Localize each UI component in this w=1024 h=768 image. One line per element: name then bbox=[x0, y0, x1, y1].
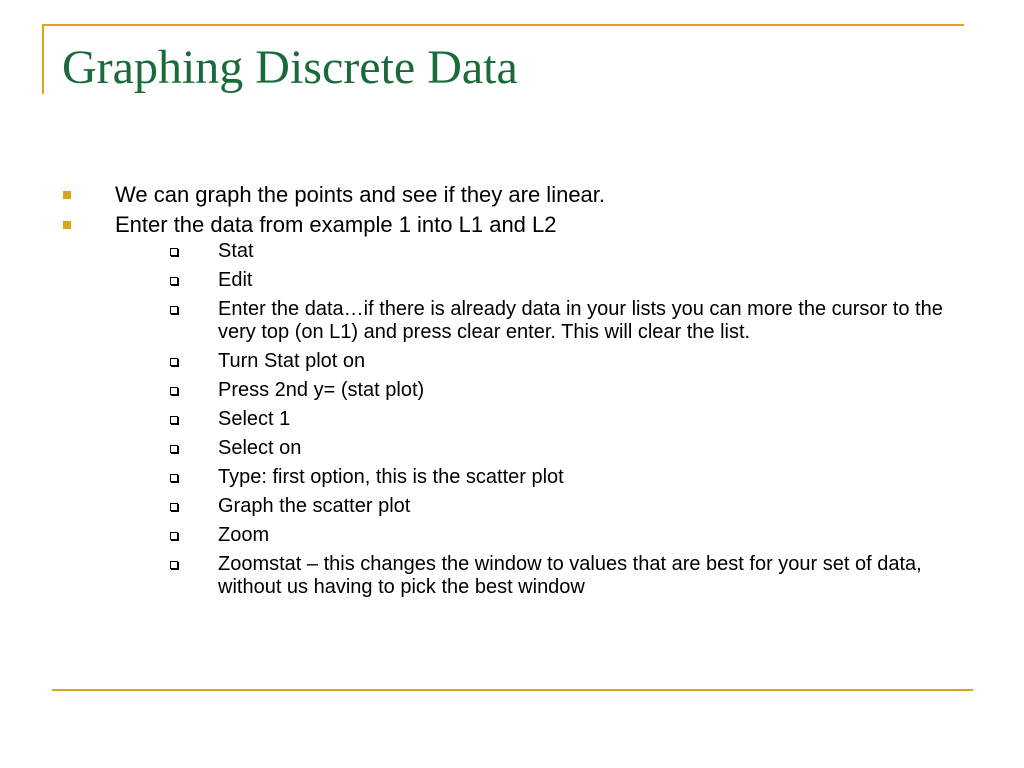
bullet-text: Enter the data from example 1 into L1 and L2 bbox=[115, 212, 557, 237]
hollow-square-bullet-icon bbox=[170, 358, 178, 366]
sub-bullet-item bbox=[115, 437, 970, 460]
slide-body bbox=[60, 180, 970, 605]
sub-bullet-text: Turn Stat plot on bbox=[218, 350, 366, 372]
bullet-item bbox=[60, 210, 970, 599]
sub-bullet-item bbox=[115, 524, 970, 547]
sub-bullet-list bbox=[115, 240, 970, 599]
sub-bullet-item bbox=[115, 350, 970, 373]
sub-bullet-text: Zoomstat – this changes the window to values that are best for your set of data, without us having to pick the best window bbox=[218, 553, 922, 598]
bullet-text: We can graph the points and see if they are linear. bbox=[115, 182, 606, 207]
square-bullet-icon bbox=[63, 191, 71, 199]
sub-bullet-text: Graph the scatter plot bbox=[218, 495, 411, 517]
sub-bullet-item bbox=[115, 553, 970, 599]
hollow-square-bullet-icon bbox=[170, 306, 178, 314]
sub-bullet-text: Select on bbox=[218, 437, 302, 459]
hollow-square-bullet-icon bbox=[170, 387, 178, 395]
bullet-item bbox=[60, 180, 970, 210]
hollow-square-bullet-icon bbox=[170, 248, 178, 256]
sub-bullet-text: Press 2nd y= (stat plot) bbox=[218, 379, 425, 401]
hollow-square-bullet-icon bbox=[170, 416, 178, 424]
hollow-square-bullet-icon bbox=[170, 474, 178, 482]
bottom-accent-rule bbox=[52, 689, 973, 691]
sub-bullet-item bbox=[115, 495, 970, 518]
sub-bullet-text: Type: first option, this is the scatter plot bbox=[218, 466, 564, 488]
square-bullet-icon bbox=[63, 221, 71, 229]
hollow-square-bullet-icon bbox=[170, 561, 178, 569]
bullet-list bbox=[60, 180, 970, 599]
hollow-square-bullet-icon bbox=[170, 277, 178, 285]
sub-bullet-item bbox=[115, 379, 970, 402]
hollow-square-bullet-icon bbox=[170, 503, 178, 511]
sub-bullet-item bbox=[115, 298, 970, 344]
hollow-square-bullet-icon bbox=[170, 445, 178, 453]
sub-bullet-text: Edit bbox=[218, 269, 253, 291]
hollow-square-bullet-icon bbox=[170, 532, 178, 540]
slide-title: Graphing Discrete Data bbox=[62, 41, 518, 94]
sub-bullet-text: Select 1 bbox=[218, 408, 291, 430]
sub-bullet-text: Zoom bbox=[218, 524, 270, 546]
sub-bullet-item bbox=[115, 408, 970, 431]
top-accent-rule bbox=[42, 24, 964, 26]
left-accent-rule bbox=[42, 24, 44, 94]
sub-bullet-text: Enter the data…if there is already data in your lists you can more the cursor to the very top (on L1) and press clear enter. This will clear the list. bbox=[218, 298, 943, 343]
sub-bullet-text: Stat bbox=[218, 240, 254, 262]
sub-bullet-item bbox=[115, 466, 970, 489]
sub-bullet-item bbox=[115, 240, 970, 263]
sub-bullet-item bbox=[115, 269, 970, 292]
